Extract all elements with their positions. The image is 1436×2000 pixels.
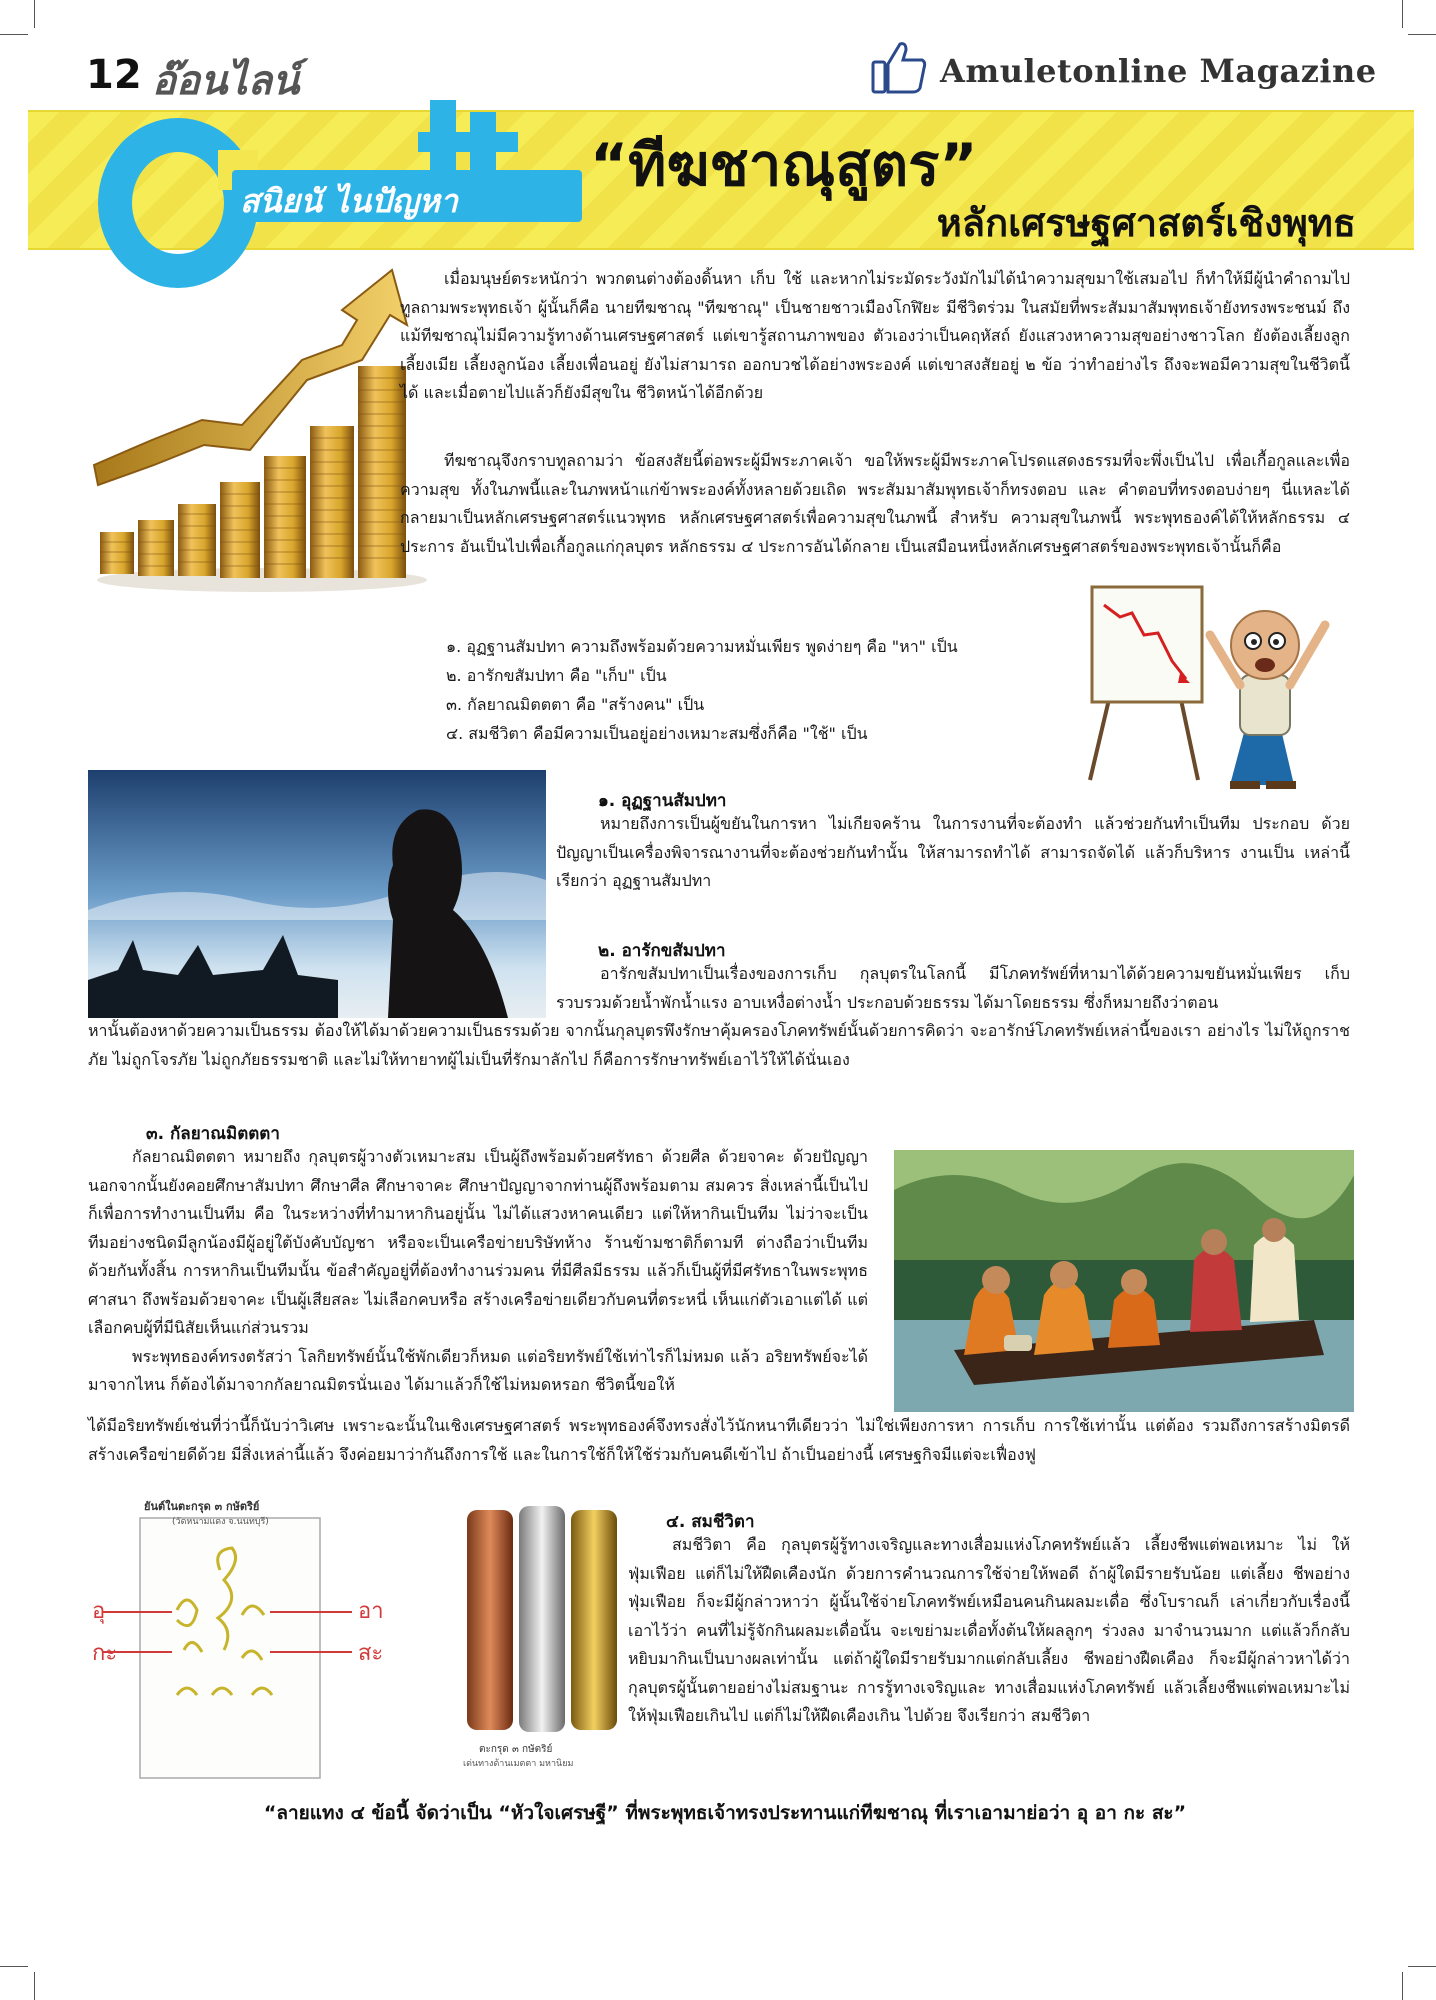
section-4-heading: ๔. สมชีวิตา — [666, 1512, 755, 1532]
section-2-text-right — [556, 960, 1350, 1017]
brand-thai-logo: อ๊อนไลน์ — [152, 58, 300, 104]
list-item: ๑. อุฏฐานสัมปทา ความถึงพร้อมด้วยความหมั่นเพียร พูดง่ายๆ คือ "หา" เป็น — [446, 637, 958, 656]
section-3-text-left — [88, 1143, 868, 1400]
intro-paragraph: ทีฆชาณุจึงกราบทูลถามว่า ข้อสงสัยนี้ต่อพระผู้มีพระภาคเจ้า ขอให้พระผู้มีพระภาคโปรดแสดงธรรมที่จะพึ่งเป็นไป เพื่อเกื้อกูลและเพื่อความสุข ทั้งในภพนี้และในภพหน้าแก่ข้าพระองค์ทั้งหลายด้วยเถิด พระสัมมาสัมพุทธเจ้าก็ทรงตอบ และ คำตอบที่ทรงตอบง่ายๆ นี่แหละได้กลายมาเป็นหลักเศรษฐศาสตร์แนวพุทธ หลักเศรษฐศาสตร์เพื่อความสุขในภพนี้ สำหรับ ความสุขในภพนี้ พระพุทธองค์ได้ให้หลักธรรม ๔ ประการ อันเป็นไปเพื่อเกื้อกูลแก่กุลบุตร หลักธรรม ๔ ประการอันได้กลาย เป็นเสมือนหนึ่งหลักเศรษฐศาสตร์ของพระพุทธเจ้านั้นก็คือ — [400, 451, 1350, 556]
yantra-caption-2: (วัดหนามแดง จ.นนทบุรี) — [172, 1517, 269, 1527]
section-1-heading: ๑. อุฏฐานสัมปทา — [598, 791, 727, 811]
takrut-copper — [467, 1510, 513, 1730]
paragraph: หานั้นต้องหาด้วยความเป็นธรรม ต้องให้ได้มาด้วยความเป็นธรรมด้วย จากนั้นกุลบุตรพึงรักษาคุ้มครองโภคทรัพย์นั้นด้วยการคิดว่า จะอารักษ์โภคทรัพย์เหล่านี้ของเรา อย่างไร ไม่ให้ถูกราชภัย ไม่ถูกโจรภัย ไม่ถูกภัยธรรมชาติ และไม่ให้ทายาทผู้ไม่เป็นที่รักมาลักไป ก็คือการรักษาทรัพย์เอาไว้ให้ได้นั่นเอง — [88, 1021, 1350, 1069]
paragraph: สมชีวิตา คือ กุลบุตรผู้รู้ทางเจริญและทางเสื่อมแห่งโภคทรัพย์แล้ว เลี้ยงชีพแต่พอเหมาะ ไม่ ให้ฟุ่มเฟือย แต่ก็ไม่ให้ฝืดเคืองนัก ด้วยการคำนวณการใช้จ่ายให้พอดี ถ้าผู้ใดมีรายรับน้อย แต่เลี้ยง ชีพอย่างฟุ่มเฟือย ก็จะมีผู้กล่าวหาว่า ผู้นั้นใช้จ่ายโภคทรัพย์เหมือนคนกินผลมะเดื่อ ซึ่งโบราณก็ เล่าเกี่ยวกับเรื่องนี้เอาไว้ว่า คนที่ไม่รู้จักกินผลมะเดื่อนั้น จะเขย่ามะเดื่อทั้งต้นให้ผลลูกๆ ร่วงลง มาจำนวนมาก แต่แล้วก็กลับหยิบมากินเป็นบางผลเท่านั้น แต่ถ้าผู้ใดมีรายรับมากแต่กลับเลี้ยง ชีพอย่างฝืดเคือง ก็จะมีผู้กล่าวหาได้ว่า กุลบุตรผู้นั้นตายอย่างไม่สมฐานะ การรู้ทางเจริญและ ทางเสื่อมแห่งโภคทรัพย์ แล้วเลี้ยงชีพแต่พอเหมาะไม่ให้ฟุ่มเฟือยเกินไป แต่ก็ไม่ให้ฝืดเคืองเกิน ไปด้วย จึงเรียกว่า สมชีวิตา — [628, 1535, 1350, 1725]
takrut-caption-2: เด่นทางด้านเมตตา มหานิยม — [463, 1759, 574, 1769]
paragraph: พระพุทธองค์ทรงตรัสว่า โลกิยทรัพย์นั้นใช้พักเดียวก็หมด แต่อริยทรัพย์ใช้เท่าไรก็ไม่หมด แล้ว อริยทรัพย์จะได้มาจากไหน ก็ต้องได้มาจากกัลยาณมิตรนั่นเอง ได้มาแล้วก็ใช้ไม่หมดหรอก ชีวิตนี้ขอให้ — [88, 1346, 868, 1394]
intro-text — [400, 265, 1350, 408]
section-3-text-full — [88, 1412, 1350, 1469]
yantra-label-u: อุ — [92, 1599, 106, 1624]
crop-mark — [34, 0, 35, 28]
crop-mark — [1402, 0, 1403, 28]
yantra-label-ka: กะ — [92, 1641, 118, 1666]
paragraph: ได้มีอริยทรัพย์เช่นที่ว่านี้ก็นับว่าวิเศษ เพราะฉะนั้นในเชิงเศรษฐศาสตร์ พระพุทธองค์จึงทรงสั่งไว้นักหนาทีเดียวว่า ไม่ใช่เพียงการหา การเก็บ การใช้เท่านั้น แต่ต้อง รวมถึงการสร้างมิตรดี สร้างเครือข่ายดีด้วย มีสิ่งเหล่านี้แล้ว จึงค่อยมาว่ากันถึงการใช้ และในการใช้ก็ให้ใช้ร่วมกับคนดีเข้าไป ถ้าเป็นอย่างนี้ เศรษฐกิจมีแต่จะเฟื่องฟู — [88, 1416, 1350, 1464]
section-4-text — [628, 1531, 1350, 1731]
paragraph: อารักขสัมปทาเป็นเรื่องของการเก็บ กุลบุตรในโลกนี้ มีโภคทรัพย์ที่หามาได้ด้วยความขยันหมั่นเพียร เก็บรวบรวมด้วยน้ำพักน้ำแรง อาบเหงื่อต่างน้ำ ประกอบด้วยธรรม ได้มาโดยธรรม ซึ่งก็หมายถึงว่าตอน — [556, 964, 1350, 1012]
cartoon-professor-chart-image — [1080, 575, 1370, 790]
takrut-gold — [571, 1510, 617, 1730]
page-number: 12 — [86, 52, 142, 98]
intro-text-2 — [400, 447, 1350, 561]
buddha-silhouette-photo — [88, 770, 546, 1018]
list-item: ๒. อารักขสัมปทา คือ "เก็บ" เป็น — [446, 666, 667, 685]
takrut-amulet-image — [455, 1500, 630, 1780]
section-1-text — [556, 810, 1350, 896]
crop-mark — [34, 1972, 35, 2000]
list-item: ๔. สมชีวิตา คือมีความเป็นอยู่อย่างเหมาะสมซึ่งก็คือ "ใช้" เป็น — [446, 724, 868, 743]
coin-stacks-image — [92, 250, 432, 595]
yantra-label-sa: สะ — [358, 1641, 384, 1666]
section-3-heading: ๓. กัลยาณมิตตตา — [146, 1124, 280, 1144]
intro-paragraph: เมื่อมนุษย์ตระหนักว่า พวกตนต่างต้องดิ้นหา เก็บ ใช้ และหากไม่ระมัดระวังมักไม่ได้นำความสุขมาใช้เสมอไป ก็ทำให้มีผู้นำคำถามไปทูลถามพระพุทธเจ้า ผู้นั้นก็คือ นายทีฆชาณุ "ทีฆชาณุ" เป็นชายชาวเมืองโกฬิยะ มีชีวิตร่วม ในสมัยที่พระสัมมาสัมพุทธเจ้ายังทรงพระชนม์ ถึงแม้ทีฆชาณุไม่มีความรู้ทางด้านเศรษฐศาสตร์ แต่เขารู้สถานภาพของ ตัวเองว่าเป็นคฤหัสถ์ ยังแสวงหาความสุขอย่างชาวโลก ยังต้องเลี้ยงลูก เลี้ยงเมีย เลี้ยงลูกน้อง เลี้ยงเพื่อนอยู่ ยังไม่สามารถ ออกบวชได้อย่างพระองค์ แต่เขาสงสัยอยู่ ๒ ข้อ ว่าทำอย่างไร ถึงจะพอมีความสุขในชีวิตนี้ได้ และเมื่อตายไปแล้วก็ยังมีสุขใน ชีวิตหน้าได้อีกด้วย — [400, 269, 1351, 402]
yantra-diagram — [92, 1490, 422, 1785]
closing-quote: “ลายแทง ๔ ข้อนี้ จัดว่าเป็น “หัวใจเศรษฐี” ที่พระพุทธเจ้าทรงประทานแก่ทีฆชาณุ ที่เราเอามาย่อว่า อุ อา กะ สะ” — [263, 1802, 1187, 1824]
article-title: “ทีฆชาณุสูตร” — [590, 131, 978, 199]
series-name: สนิยนั ไนปัญหา — [240, 182, 458, 220]
paragraph: หมายถึงการเป็นผู้ขยันในการหา ไม่เกียจคร้าน ในการงานที่จะต้องทำ แล้วช่วยกันทำเป็นทีม ประกอบ ด้วยปัญญาเป็นเครื่องพิจารณางานที่จะต้องช่วยกันทำนั้น ให้สามารถทำได้ สามารถจัดได้ แล้วก็บริหาร งานเป็น เหล่านี้เรียกว่า อุฏฐานสัมปทา — [556, 814, 1350, 890]
crop-mark — [1402, 1972, 1403, 2000]
paragraph: กัลยาณมิตตตา หมายถึง กุลบุตรผู้วางตัวเหมาะสม เป็นผู้ถึงพร้อมด้วยศรัทธา ด้วยศีล ด้วยจาคะ ด้วยปัญญา นอกจากนั้นยังคอยศึกษาสัมปทา ศึกษาศีล ศึกษาจาคะ ศึกษาปัญญาจากท่านผู้ถึงพร้อมตาม สมควร สิ่งเหล่านี้เป็นไปก็เพื่อการทำงานเป็นทีม คือ ในระหว่างที่ทำมาหากินอยู่นั้น ไม่ได้แสวงหาคนเดียว แต่ให้หากินเป็นทีม ไม่ว่าจะเป็นทีมอย่างชนิดมีลูกน้องมีผู้อยู่ใต้บังคับบัญชา หรือจะเป็นเครือข่ายบริษัทห้าง ร้านข้ามชาติก็ตามที ต่างถือว่าเป็นทีมด้วยกันทั้งสิ้น การหากินเป็นทีมนั้น ข้อสำคัญอยู่ที่ต้องทำงานร่วมคน ที่มีศีลมีธรรม แล้วก็เป็นผู้ที่มีศรัทธาในพระพุทธศาสนา ถึงพร้อมด้วยจาคะ เป็นผู้เสียสละ ไม่เลือกคบหรือ สร้างเครือข่ายเดียวกับคนที่ตระหนี่ เห็นแก่ตัวเอาแต่ได้ แต่เลือกคบผู้ที่มีนิสัยเห็นแก่ส่วนรวม — [88, 1147, 868, 1337]
section-2-heading: ๒. อารักขสัมปทา — [598, 941, 726, 961]
article-subtitle: หลักเศรษฐศาสตร์เชิงพุทธ — [936, 201, 1356, 245]
puzzle-knob — [418, 132, 518, 152]
monks-boat-photo — [894, 1150, 1354, 1412]
takrut-silver — [519, 1506, 565, 1732]
takrut-caption: ตะกรุด ๓ กษัตริย์ — [479, 1744, 553, 1755]
principles-list — [446, 632, 1066, 748]
crop-mark — [1408, 34, 1436, 35]
crop-mark — [1408, 1966, 1436, 1967]
thumbs-up-icon — [870, 40, 928, 94]
crop-mark — [0, 1966, 28, 1967]
yantra-label-aa: อา — [358, 1599, 384, 1624]
magazine-title: Amuletonline Magazine — [940, 52, 1377, 90]
section-2-text-full — [88, 1017, 1350, 1074]
crop-mark — [0, 34, 28, 35]
yantra-caption: ยันต์ในตะกรุด ๓ กษัตริย์ — [144, 1500, 260, 1513]
list-item: ๓. กัลยาณมิตตตา คือ "สร้างคน" เป็น — [446, 695, 705, 714]
